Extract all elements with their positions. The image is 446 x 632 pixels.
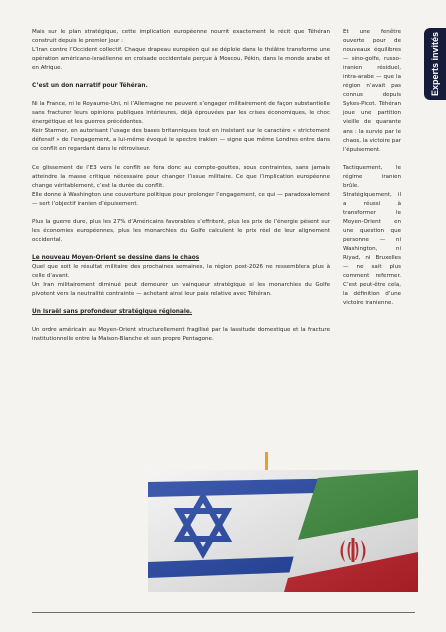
paragraph: Quel que soit le résultat militaire des prochaines semaines, la région post-2026 ne ressemblera plus à celle d’avant. xyxy=(32,263,330,279)
article-main-column xyxy=(32,28,330,353)
paragraph: Elle donne à Washington une couverture politique pour prolonger l’engagement, ce qui — paradoxalement — sert l’objectif iranien d’épuisement. xyxy=(32,191,330,207)
side-paragraph: Tactiquement, le régime iranien brûle. Stratégiquement, il a réussi à transformer le Moyen-Orient en une question que personne — ni Washington, ni Riyad, ni Bruxelles — ne sait plus comment refermer. C’est peut-être cela, la définition d’une victoire iranienne. xyxy=(343,164,401,307)
flags-illustration xyxy=(148,470,418,592)
paragraph: L’Iran contre l’Occident collectif. Chaque drapeau européen qui se déploie dans le théâtre transforme une opération américano-israélienne en croisade occidentale perçue à Moscou, Pékin, dans le monde arabe et en Afrique. xyxy=(32,47,330,72)
paragraph: Plus la guerre dure, plus les 27% d’Américains favorables s’effritent, plus les prix de l’énergie pèsent sur les économies européennes, plus les monarchies du Golfe calculent le prix réel de leur alignement occidental. xyxy=(32,218,330,243)
section-heading: Le nouveau Moyen-Orient se dessine dans le chaos xyxy=(32,254,200,261)
section-heading: Un Israël sans profondeur stratégique régionale. xyxy=(32,309,192,316)
section-tab xyxy=(424,28,446,100)
paragraph: Mais sur le plan stratégique, cette implication européenne nourrit exactement le récit que Téhéran construit depuis le premier jour : xyxy=(32,29,330,45)
subheading: C’est un don narratif pour Téhéran. xyxy=(32,83,148,90)
paragraph: Un ordre américain au Moyen-Orient structurellement fragilisé par la lassitude domestique et la fracture institutionnelle entre la Maison-Blanche et son propre Pentagone. xyxy=(32,327,330,343)
paragraph: Ce glissement de l’E3 vers le conflit se fera donc au compte-gouttes, sous contraintes, sans jamais atteindre la masse critique nécessaire pour changer l’issue militaire. Ce que l’implication européenne change véritablement, c’est la durée du conflit. xyxy=(32,164,330,189)
paragraph: Un Iran militairement diminué peut demeurer un vainqueur stratégique si les monarchies du Golfe pivotent vers la neutralité contrainte — achetant ainsi leur paix relative avec Téhéran. xyxy=(32,281,330,298)
paragraph: Keir Starmer, en autorisant l’usage des bases britanniques tout en insistant sur le caractère « strictement défensif » de l’engagement, a lui-même évoqué le spectre irakien — signe que même Londres entre dans ce conflit en regardant dans le rétroviseur. xyxy=(32,128,330,153)
side-paragraph: Et une fenêtre ouverte pour de nouveaux équilibres — sino-golfe, russo-iranien résiduel, intra-arabe — que la région n’avait pas connus depuis Sykes-Picot. Téhéran joue une partition vieille de quarante ans : la survie par le chaos, la victoire par l’épuisement. xyxy=(343,29,401,153)
footer-rule xyxy=(32,612,415,613)
article-side-column xyxy=(343,28,401,317)
section-tab-label: Experts invités xyxy=(430,31,440,97)
paragraph: Ni la France, ni le Royaume-Uni, ni l’Allemagne ne peuvent s’engager militairement de façon substantielle sans fracturer leurs opinions publiques intérieures, déjà éprouvées par les crises économiques, le choc énergétique et les guerres précédentes. xyxy=(32,101,330,126)
flags-photo xyxy=(148,470,418,592)
